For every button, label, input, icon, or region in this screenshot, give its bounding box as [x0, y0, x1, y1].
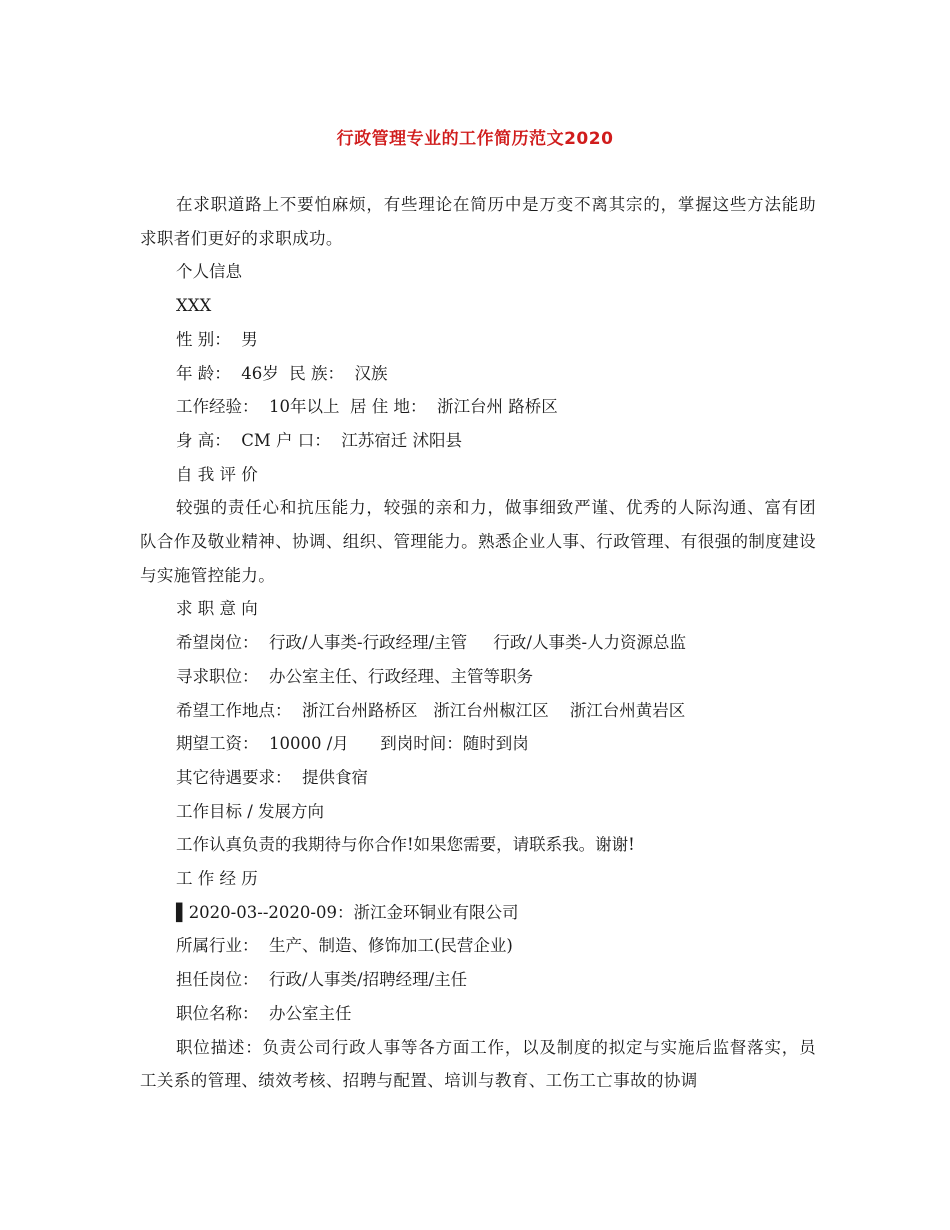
desired-positions-line: 希望岗位： 行政/人事类-行政经理/主管 行政/人事类-人力资源总监	[176, 633, 687, 653]
intro-paragraph: 在求职道路上不要怕麻烦，有些理论在简历中是万变不离其宗的，掌握这些方法能助求职者们更好的求职成功。	[140, 195, 816, 248]
personal-info-heading: 个人信息	[176, 262, 242, 282]
job-description-paragraph: 职位描述：负责公司行政人事等各方面工作，以及制度的拟定与实施后监督落实，员工关系的管理、绩效考核、招聘与配置、培训与教育、工伤工亡事故的协调	[140, 1037, 816, 1091]
benefits-line: 其它待遇要求： 提供食宿	[176, 767, 368, 787]
salary-line: 期望工资： 10000 /月 到岗时间：随时到岗	[176, 734, 529, 754]
intention-heading: 求 职 意 向	[176, 599, 258, 619]
age-nation-line: 年 龄： 46岁 民 族： 汉族	[176, 363, 388, 383]
goal-heading: 工作目标 / 发展方向	[176, 801, 325, 821]
self-eval-paragraph: 较强的责任心和抗压能力，较强的亲和力，做事细致严谨、优秀的人际沟通、富有团队合作及敬业精神、协调、组织、管理能力。熟悉企业人事、行政管理、有很强的制度建设与实施管控能力。	[140, 498, 816, 585]
position-name-line: 职位名称： 办公室主任	[176, 1003, 352, 1023]
name-line: XXX	[176, 296, 212, 316]
seeking-position-line: 寻求职位： 办公室主任、行政经理、主管等职务	[176, 666, 533, 686]
goal-text: 工作认真负责的我期待与你合作!如果您需要，请联系我。谢谢!	[176, 835, 635, 855]
document-body	[140, 188, 816, 1098]
desired-locations-line: 希望工作地点： 浙江台州路桥区 浙江台州椒江区 浙江台州黄岩区	[176, 700, 686, 720]
height-hukou-line: 身 高： CM 户 口： 江苏宿迁 沭阳县	[176, 430, 462, 450]
post-line: 担任岗位： 行政/人事类/招聘经理/主任	[176, 970, 468, 990]
experience-residence-line: 工作经验： 10年以上 居 住 地： 浙江台州 路桥区	[176, 397, 558, 417]
gender-line: 性 别： 男	[176, 329, 258, 349]
work-heading: 工 作 经 历	[176, 869, 258, 889]
industry-line: 所属行业： 生产、制造、修饰加工(民营企业)	[176, 936, 513, 956]
document-title: 行政管理专业的工作简历范文2020	[336, 129, 614, 149]
self-eval-heading: 自 我 评 价	[176, 464, 258, 484]
work-period-line: ▌2020-03--2020-09：浙江金环铜业有限公司	[176, 902, 519, 922]
